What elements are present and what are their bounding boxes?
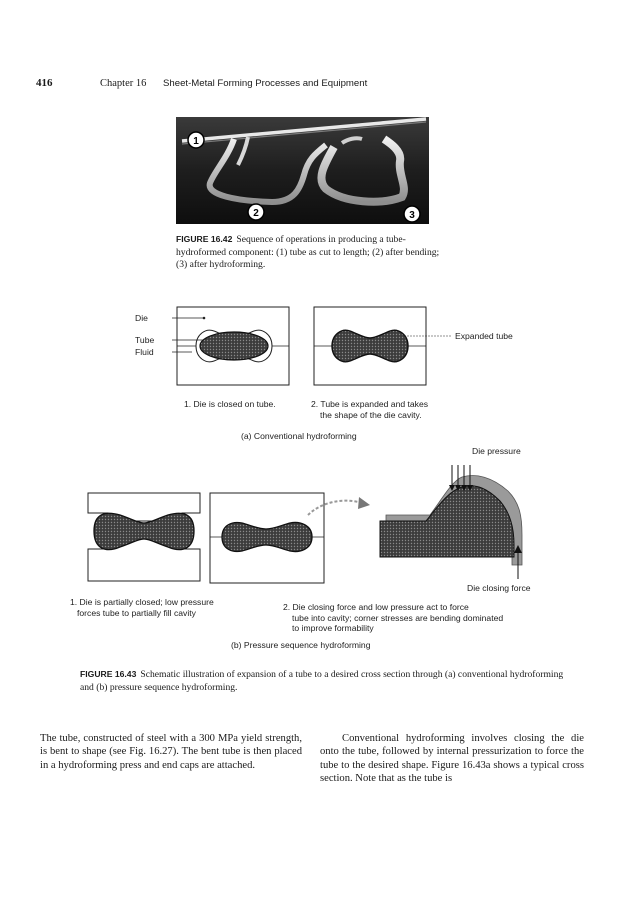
die-closing [210,493,324,583]
conventional-hydroforming-diagram [110,300,580,445]
pressure-sequence-diagram [80,455,540,595]
tube-cross-section [200,332,268,360]
running-head [100,78,367,89]
figure-16-42-label: FIGURE 16.42 [176,234,233,244]
chapter-number: Chapter 16 [100,78,147,89]
step-b1-line2: forces tube to partially fill cavity [77,607,196,618]
body-column-left: The tube, constructed of steel with a 300 MPa yield strength, is bent to shape (see Fig. 16.27). The bent tube is then placed in a hydroforming press and end caps are attached. [40,733,302,771]
step-b2-label [283,602,503,634]
expanded-tube-label: Expanded tube [455,331,513,341]
chapter-title: Sheet-Metal Forming Processes and Equipment [163,78,368,89]
tube-parts-illustration [176,117,429,224]
marker-2 [248,204,264,220]
page-number: 416 [36,77,53,89]
step-a2-label [311,399,428,420]
fluid-label: Fluid [135,347,154,357]
svg-text:1: 1 [193,136,199,147]
die-label: Die [135,313,148,323]
die-closing-force-label: Die closing force [467,583,531,593]
step-b1-label [70,597,214,618]
step-a1-label: 1. Die is closed on tube. [184,399,276,409]
step-b2-line1: 2. Die closing force and low pressure act to force [283,602,469,612]
figure-16-42-caption-text: Sequence of operations in producing a tube-hydroformed component: (1) tube as cut to length; (2) after bending; (3) after hydroforming. [176,234,440,270]
part-b-label: (b) Pressure sequence hydroforming [231,640,371,650]
marker-1 [188,132,204,148]
step-b2-line2: tube into cavity; corner stresses are bending dominated [292,612,504,623]
step-b1-line1: 1. Die is partially closed; low pressure [70,597,214,607]
hydroforming-photo [176,117,429,224]
die-pressure-label: Die pressure [472,446,521,456]
marker-3 [404,206,420,222]
svg-text:3: 3 [409,210,415,221]
step-a2-line1: 2. Tube is expanded and takes [311,399,429,409]
step-b2-line3: to improve formability [292,623,374,633]
body-column-right: Conventional hydroforming involves closing the die onto the tube, followed by internal pressurization to force the tube to the desired shape. Figure 16.43a shows a typical cross section. Note that as the tube is [320,733,584,785]
magnified-corner [380,465,522,579]
figure-16-43-label: FIGURE 16.43 [80,669,137,679]
tube-label: Tube [135,335,155,345]
step-a2-line2: the shape of the die cavity. [320,409,422,420]
figure-16-42-caption [176,233,440,272]
figure-16-43-caption [80,668,564,694]
part-a-label: (a) Conventional hydroforming [241,431,357,441]
figure-16-43-caption-text: Schematic illustration of expansion of a tube to a desired cross section through (a) conventional hydroforming and (b) pressure sequence hydroforming. [80,669,564,693]
die-partially-closed [88,493,200,581]
svg-text:2: 2 [253,208,259,219]
